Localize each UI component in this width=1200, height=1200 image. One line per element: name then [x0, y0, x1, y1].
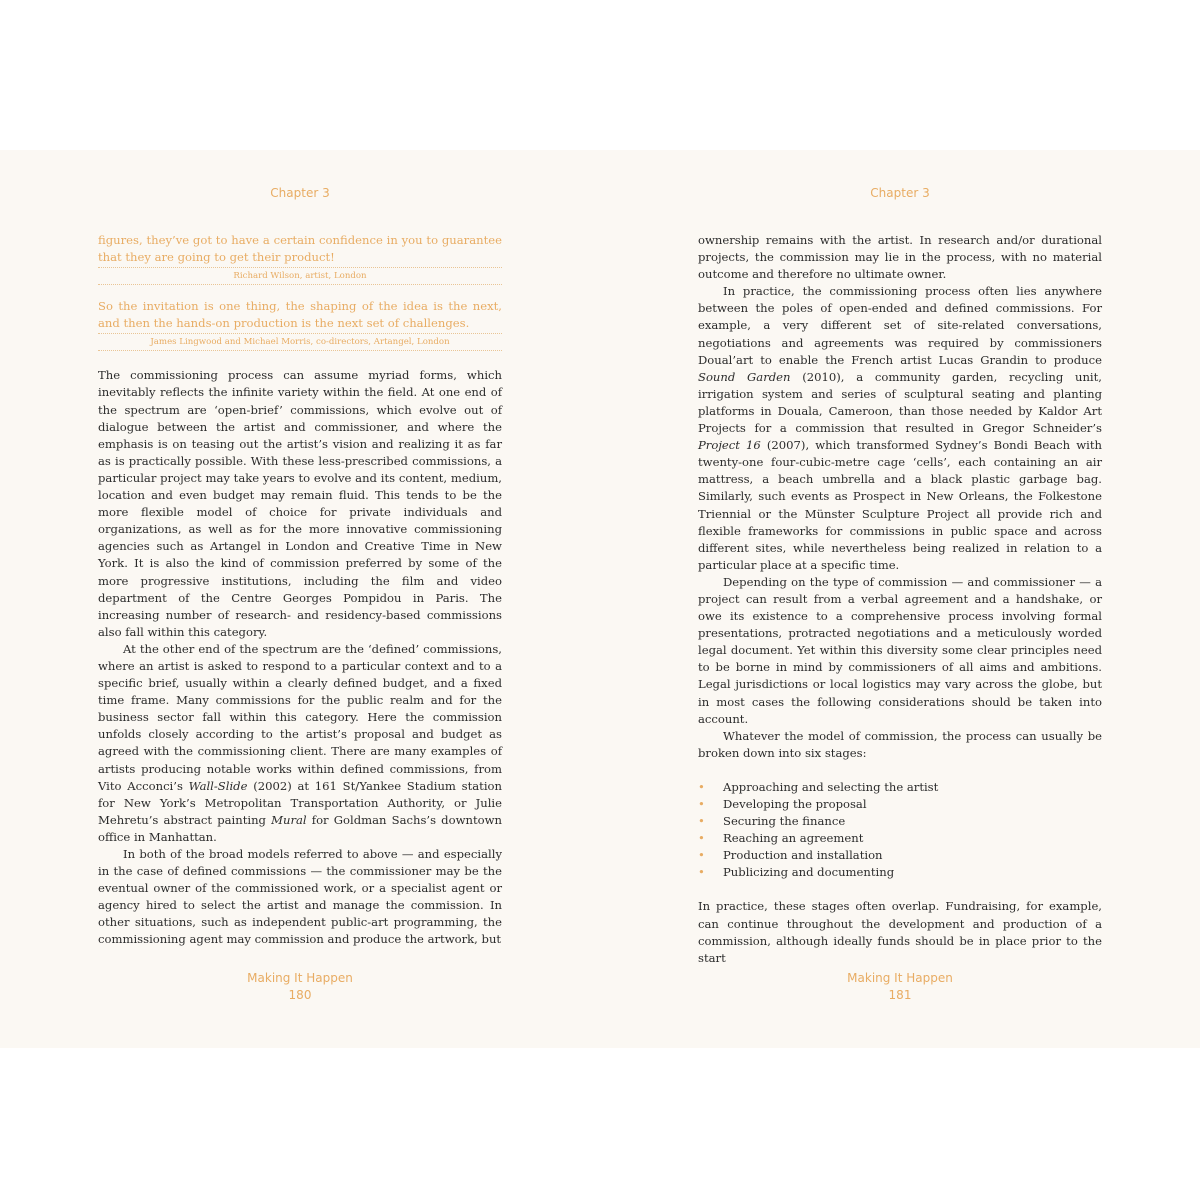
list-item	[698, 847, 1102, 864]
folio	[698, 970, 1102, 1004]
right-page	[698, 150, 1102, 1048]
text-run: (2007), which transformed Sydney’s Bondi Beach with twenty-one four-cubic-metre cage ‘cells’, each containing an air mattress, a beach umbrella and a black plastic garbage bag. Similarly, such events as Prospect in New Orleans, the Folkestone Triennial or the Münster Sculpture Project all provide rich and flexible frameworks for commissions in public space and across different sites, while nevertheless being realized in relation to a particular place at a specific time.	[698, 438, 1102, 572]
text-run: At the other end of the spectrum are the ‘defined’ commissions, where an artist is asked to respond to a particular context and to a specific brief, usually within a clearly defined budget, and a fixed time frame. Many commissions for the public realm and for the business sector fall within this category. Here the commission unfolds closely according to the artist’s proposal and budget as agreed with the commissioning client. There are many examples of artists producing notable works within defined commissions, from Vito Acconci’s	[98, 641, 502, 793]
book-spread	[0, 150, 1200, 1048]
bullet-icon: •	[698, 797, 705, 811]
paragraph: The commissioning process can assume myriad forms, which inevitably reflects the infinite variety within the field. At one end of the spectrum are ‘open-brief’ commissions, which evolve out of dialogue between the artist and commissioner, and where the emphasis is on teasing out the artist’s vision and realizing it as far as is practically possible. With these less-prescribed commissions, a particular project may take years to evolve and its content, medium, location and even budget may remain fluid. This tends to be the more flexible model of choice for private individuals and organizations, as well as for the more innovative commissioning agencies such as Artangel in London and Creative Time in New York. It is also the kind of commission preferred by some of the more progressive institutions, including the film and video department of the Centre Georges Pompidou in Paris. The increasing number of research- and residency-based commissions also fall within this category.	[98, 368, 502, 639]
pull-quotes	[98, 232, 502, 351]
page-number: 181	[888, 988, 912, 1002]
bullet-icon: •	[698, 831, 705, 846]
list-item	[698, 830, 1102, 847]
left-page	[98, 150, 502, 1048]
list-item	[698, 864, 1102, 881]
running-head: Chapter 3	[870, 186, 930, 200]
list-item-label: Developing the proposal	[723, 797, 867, 811]
quote-attribution: Richard Wilson, artist, London	[98, 267, 502, 285]
paragraph: Depending on the type of commission — and commissioner — a project can result from a verbal agreement and a handshake, or owe its existence to a comprehensive process involving formal presentations, protracted negotiations and a meticulously worded legal document. Yet within this diversity some clear principles need to be borne in mind by commissioners of all aims and ambitions. Legal jurisdictions or local logistics may vary across the globe, but in most cases the following considerations should be taken into account.	[698, 574, 1102, 726]
paragraph: In practice, these stages often overlap. Fundraising, for example, can continue throughout the development and production of a commission, although ideally funds should be in place prior to the start	[698, 899, 1102, 965]
work-title: Project 16	[698, 438, 761, 453]
work-title: Mural	[271, 812, 307, 827]
paragraph: ownership remains with the artist. In research and/or durational projects, the commission may lie in the process, with no material outcome and therefore no ultimate owner.	[698, 233, 1102, 282]
page-number: 180	[288, 988, 312, 1002]
bullet-icon: •	[698, 779, 705, 794]
list-item-label: Approaching and selecting the artist	[723, 779, 939, 794]
text-run: for Goldman Sachs’s downtown office in Manhattan.	[98, 812, 502, 844]
text-run: (2010), a community garden, recycling unit, irrigation system and series of sculptural seating and planting platforms in Douala, Cameroon, than those needed by Kaldor Art Projects for a commission that resulted in Gregor Schneider’s	[698, 369, 1102, 436]
list-item	[698, 779, 1102, 796]
quote-attribution: James Lingwood and Michael Morris, co-directors, Artangel, London	[98, 333, 502, 351]
list-item	[698, 813, 1102, 830]
folio-title: Making It Happen	[847, 971, 953, 985]
list-item-label: Publicizing and documenting	[723, 865, 895, 880]
list-item	[698, 796, 1102, 813]
folio-title: Making It Happen	[247, 971, 353, 985]
text-run: (2002) at 161 St/Yankee Stadium station for New York’s Metropolitan Transportation Authority, or Julie Mehretu’s abstract painting	[98, 778, 502, 827]
list-item-label: Reaching an agreement	[723, 831, 864, 846]
page-body	[698, 232, 1102, 967]
bullet-icon: •	[698, 865, 705, 880]
paragraph	[98, 641, 502, 846]
paragraph: In both of the broad models referred to above — and especially in the case of defined commissions — the commissioner may be the eventual owner of the commissioned work, or a specialist agent or agency hired to select the artist and manage the commission. In other situations, such as independent public-art programming, the commissioning agent may commission and produce the artwork, but	[98, 847, 502, 947]
work-title: Wall-Slide	[188, 778, 248, 793]
list-item-label: Production and installation	[723, 848, 883, 863]
quote-text: So the invitation is one thing, the shaping of the idea is the next, and then the hands-on production is the next set of challenges.	[98, 299, 502, 331]
stages-list	[698, 779, 1102, 882]
quote-text: figures, they’ve got to have a certain confidence in you to guarantee that they are going to get their product!	[98, 233, 502, 265]
bullet-icon: •	[698, 848, 705, 863]
pull-quote	[98, 232, 502, 285]
list-item-label: Securing the finance	[723, 814, 846, 829]
paragraph	[698, 283, 1102, 574]
page-body	[98, 232, 502, 949]
pull-quote	[98, 298, 502, 351]
paragraph: Whatever the model of commission, the process can usually be broken down into six stages:	[698, 728, 1102, 760]
text-run: In practice, the commissioning process often lies anywhere between the poles of open-ended and defined commissions. For example, a very different set of site-related conversations, negotiations and agreements was required by commissioners Doual’art to enable the French artist Lucas Grandin to produce	[698, 284, 1102, 367]
folio	[98, 970, 502, 1004]
bullet-icon: •	[698, 814, 705, 829]
work-title: Sound Garden	[698, 369, 791, 384]
running-head: Chapter 3	[270, 186, 330, 200]
